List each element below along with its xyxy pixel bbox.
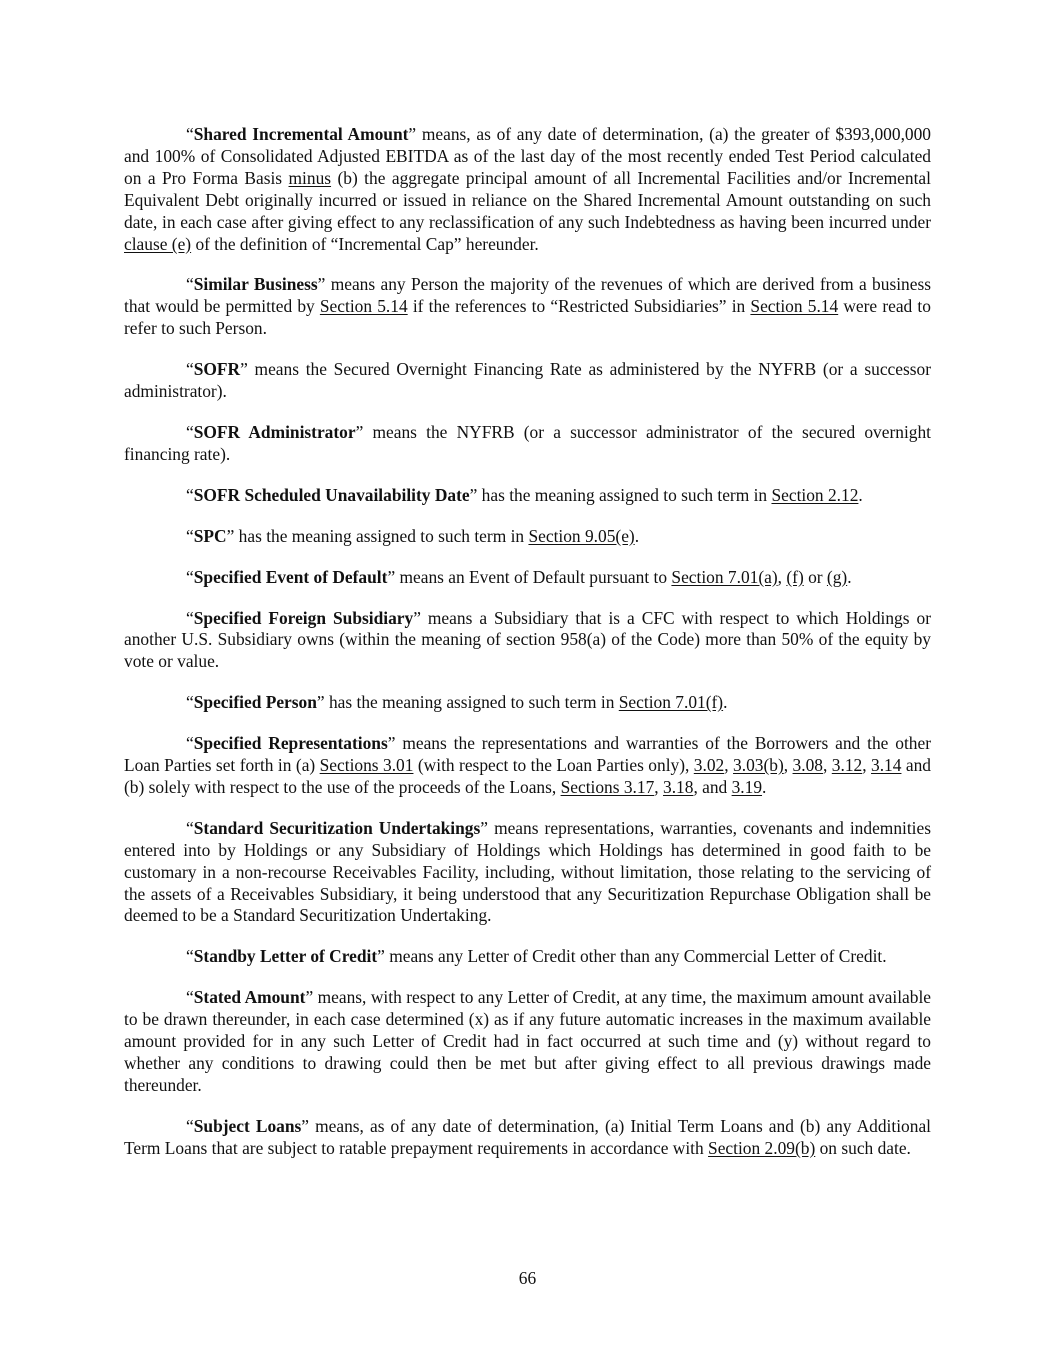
definition-text: “	[186, 274, 194, 295]
defined-term: SOFR Scheduled Unavailability Date	[193, 484, 470, 505]
definition-text: and (b) solely with respect to the use of the proceeds of the Loans,	[124, 755, 931, 797]
definition-text: (with respect to the Loan Parties only),	[413, 755, 694, 776]
definition-text: ” means an Event of Default pursuant to	[387, 566, 672, 587]
definition-text: ” means the NYFRB (or a successor administrator of the secured overnight financing rate).	[124, 421, 932, 464]
definition-text: “	[186, 987, 194, 1008]
definition-text: ,	[783, 755, 793, 776]
definition-text: ” means any Person the majority of the revenues of which are derived from a business that would be permitted by	[124, 274, 931, 317]
cross-reference: Section 2.12	[771, 484, 859, 505]
definition-paragraph	[124, 359, 931, 403]
cross-reference: Section 9.05(e)	[528, 525, 635, 546]
defined-term: SPC	[193, 525, 227, 546]
definition-text: on such date.	[815, 1137, 911, 1158]
definition-text: .	[858, 484, 863, 505]
definition-text: ,	[862, 755, 872, 776]
definition-text: ” means the representations and warranties of the Borrowers and the other Loan Parties set forth in (a)	[124, 733, 931, 776]
definition-text: “	[186, 421, 194, 442]
definition-text: ” has the meaning assigned to such term in	[226, 525, 529, 546]
definition-text: “	[186, 525, 194, 546]
definition-paragraph	[124, 946, 931, 968]
defined-term: Shared Incremental Amount	[193, 124, 409, 144]
defined-term: Specified Representations	[193, 733, 388, 754]
definition-paragraph	[124, 692, 931, 714]
definition-text: ” means representations, warranties, covenants and indemnities entered into by Holdings or any Subsidiary of Holdings which Holdings has determined in good faith to be customary in a non-recourse Receivables Facility, including, without limitation, those relating to the servicing of the assets of a Receivables Subsidiary, it being understood that any Securitization Repurchase Obligation shall be deemed to be a Standard Securitization Undertaking.	[124, 817, 931, 926]
definition-text: ,	[654, 776, 663, 797]
cross-reference: Section 5.14	[750, 296, 839, 317]
definition-text: “	[186, 607, 194, 628]
definition-paragraph	[124, 733, 931, 799]
definition-text: “	[186, 566, 194, 587]
defined-term: Subject Loans	[193, 1115, 302, 1136]
definition-text: ,	[777, 566, 787, 587]
definitions-list	[124, 124, 931, 1160]
definition-paragraph	[124, 567, 931, 589]
page-number: 66	[518, 1268, 537, 1288]
definition-text: ” means, as of any date of determination, (a) Initial Term Loans and (b) any Additional Term Loans that are subject to ratable prepayment requirements in accordance with	[124, 1115, 931, 1158]
definition-paragraph	[124, 485, 931, 507]
cross-reference: 3.02	[693, 755, 725, 776]
definition-text: “	[186, 946, 194, 967]
definition-text: ,	[724, 755, 734, 776]
definition-text: “	[186, 692, 194, 713]
cross-reference: 3.12	[831, 755, 863, 776]
definition-paragraph	[124, 608, 931, 674]
definition-text: ” has the meaning assigned to such term in	[316, 692, 619, 713]
defined-term: Specified Person	[193, 692, 317, 713]
defined-term: SOFR Administrator	[193, 421, 356, 442]
defined-term: Standby Letter of Credit	[193, 946, 378, 967]
cross-reference: Section 5.14	[319, 296, 408, 317]
cross-reference: (f)	[786, 566, 804, 587]
definition-text: .	[634, 525, 640, 546]
cross-reference: minus	[288, 167, 332, 188]
cross-reference: 3.19	[731, 776, 763, 797]
document-page-body	[124, 124, 931, 1179]
definition-text: , and	[693, 776, 732, 797]
definition-text: “	[186, 817, 194, 838]
cross-reference: Section 7.01(f)	[618, 692, 724, 713]
definition-text: ” means, as of any date of determination, (a) the greater of $393,000,000 and 100% of Consolidated Adjusted EBITDA as of the last day of the most recently ended Test Period calculated on a Pro Forma Basis	[124, 124, 931, 188]
cross-reference: Sections 3.17	[560, 776, 655, 797]
definition-text: ” means the Secured Overnight Financing Rate as administered by the NYFRB (or a successor administrator).	[124, 359, 931, 402]
definition-paragraph	[124, 987, 931, 1097]
definition-paragraph	[124, 818, 931, 928]
defined-term: Standard Securitization Undertakings	[193, 817, 481, 838]
defined-term: Specified Foreign Subsidiary	[193, 607, 414, 628]
definition-text: “	[186, 733, 194, 754]
cross-reference: 3.14	[871, 755, 902, 776]
definition-text: were read to refer to such Person.	[124, 296, 931, 339]
cross-reference: 3.18	[663, 776, 694, 797]
defined-term: Stated Amount	[193, 987, 306, 1008]
definition-text: .	[847, 566, 852, 587]
definition-text: ” means, with respect to any Letter of Credit, at any time, the maximum amount available to be drawn thereunder, in each case determined (x) as if any future automatic increases in the maximum available amount provided for in any such Letter of Credit had in fact occurred at such time and (y) without regard to whether any conditions to drawing could then be met but after giving effect to all previous drawings made thereunder.	[124, 987, 931, 1095]
definition-text: “	[186, 1115, 194, 1136]
definition-text: .	[723, 692, 728, 713]
defined-term: Similar Business	[193, 274, 318, 295]
definition-text: ” means a Subsidiary that is a CFC with respect to which Holdings or another U.S. Subsidiary owns (within the meaning of section 958(a) of the Code) more than 50% of the equity by vote or value.	[124, 607, 931, 672]
cross-reference: (g)	[826, 566, 848, 587]
definition-text: ” means any Letter of Credit other than any Commercial Letter of Credit.	[377, 946, 887, 967]
definition-paragraph	[124, 274, 931, 340]
definition-text: “	[186, 484, 194, 505]
definition-text: (b) the aggregate principal amount of all Incremental Facilities and/or Incremental Equivalent Debt originally incurred or issued in reliance on the Shared Incremental Amount outstanding on such date, in each case after giving effect to any reclassification of any such Indebtedness as having been incurred under	[124, 167, 931, 232]
definition-text: or	[803, 566, 827, 587]
definition-paragraph	[124, 422, 931, 466]
definition-text: ” has the meaning assigned to such term in	[469, 484, 772, 505]
cross-reference: Section 2.09(b)	[708, 1137, 816, 1158]
cross-reference: Section 7.01(a)	[671, 566, 778, 587]
definition-text: “	[186, 124, 194, 144]
definition-paragraph	[124, 124, 931, 255]
definition-text: ,	[822, 755, 832, 776]
definition-text: “	[186, 359, 194, 380]
definition-text: of the definition of “Incremental Cap” hereunder.	[191, 233, 539, 254]
defined-term: SOFR	[193, 359, 241, 380]
definition-text: if the references to “Restricted Subsidiaries” in	[407, 296, 751, 317]
cross-reference: Sections 3.01	[319, 755, 414, 776]
cross-reference: 3.08	[792, 755, 823, 776]
defined-term: Specified Event of Default	[193, 566, 388, 587]
cross-reference: 3.03(b)	[733, 755, 784, 776]
cross-reference: clause (e)	[124, 233, 192, 254]
definition-paragraph	[124, 526, 931, 548]
definition-text: .	[762, 776, 767, 797]
definition-paragraph	[124, 1116, 931, 1160]
